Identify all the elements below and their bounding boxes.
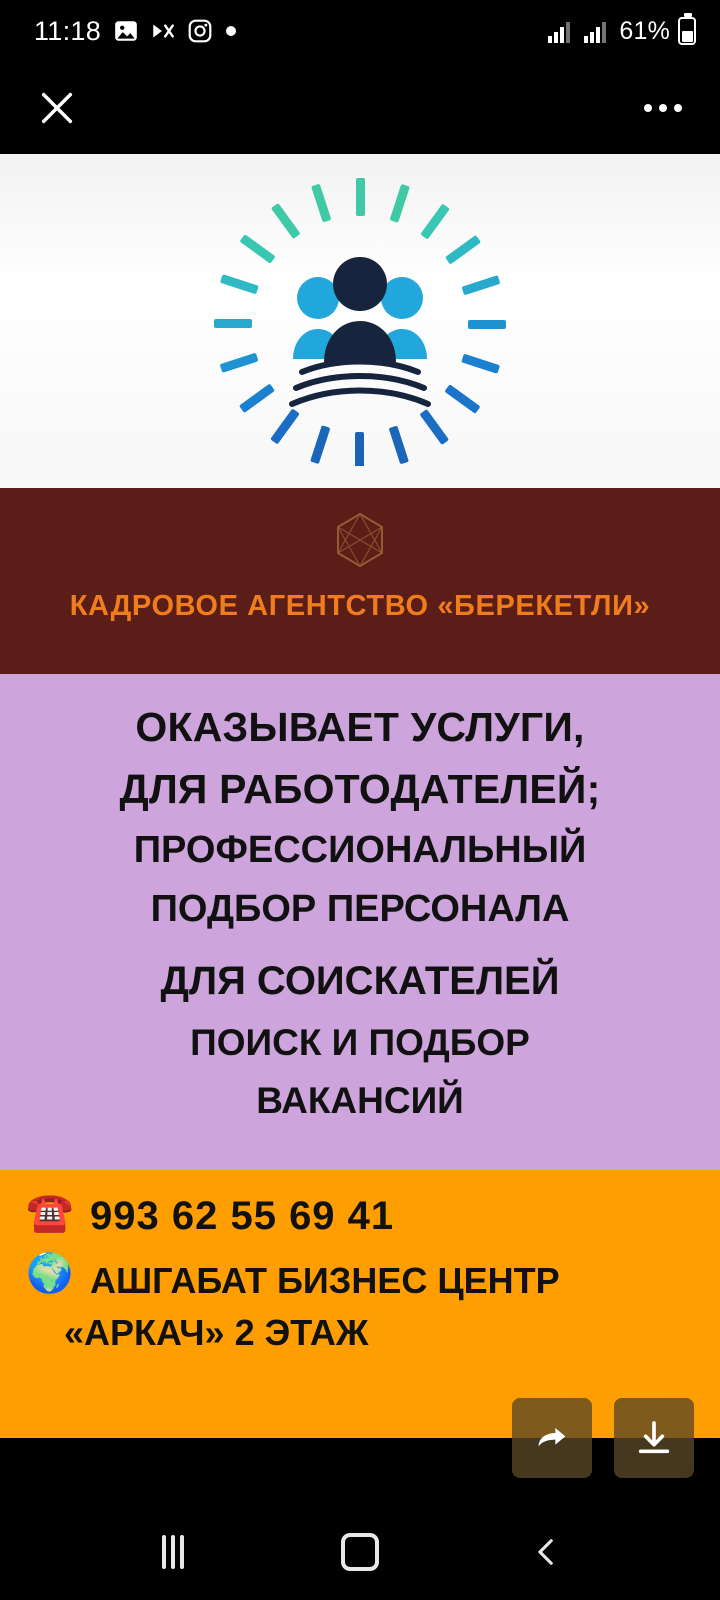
home-icon <box>341 1533 379 1571</box>
share-button[interactable] <box>512 1398 592 1478</box>
close-icon <box>37 88 77 128</box>
services-line-4: ПОДБОР ПЕРСОНАЛА <box>150 887 570 930</box>
download-button[interactable] <box>614 1398 694 1478</box>
services-line-3: ПРОФЕССИОНАЛЬНЫЙ <box>133 828 587 871</box>
close-button[interactable] <box>30 81 84 135</box>
services-line-2: ДЛЯ РАБОТОДАТЕЛЕЙ; <box>119 766 601 813</box>
more-dot-icon <box>644 104 652 112</box>
status-bar <box>0 0 720 62</box>
status-bar-right <box>547 17 696 46</box>
more-dot-icon <box>659 104 667 112</box>
instagram-icon <box>187 18 213 44</box>
silent-mode-icon <box>150 18 176 44</box>
address-row <box>26 1255 720 1359</box>
polygon-decoration-icon <box>327 510 393 576</box>
more-options-button[interactable] <box>636 81 690 135</box>
back-button[interactable] <box>512 1517 582 1587</box>
app-bar <box>0 62 720 154</box>
battery-icon <box>678 17 696 45</box>
poster-services-band <box>0 674 720 1170</box>
services-line-5: ДЛЯ СОИСКАТЕЛЕЙ <box>160 959 560 1004</box>
recents-button[interactable] <box>138 1517 208 1587</box>
status-clock: 11:18 <box>34 15 102 46</box>
signal-bars-sim2-icon <box>583 18 611 44</box>
download-icon <box>634 1418 674 1458</box>
status-notification-icons <box>113 18 238 44</box>
services-line-6: ПОИСК И ПОДБОР <box>190 1021 530 1063</box>
phone-number: 993 62 55 69 41 <box>90 1194 395 1238</box>
services-line-7: ВАКАНСИЙ <box>256 1080 464 1122</box>
gallery-icon <box>113 18 139 44</box>
back-icon <box>530 1535 564 1569</box>
phone-row <box>26 1194 720 1239</box>
address-text <box>64 1255 560 1359</box>
image-viewer[interactable] <box>0 154 720 1504</box>
telephone-icon: ☎️ <box>26 1192 74 1234</box>
recents-icon <box>162 1535 184 1569</box>
address-line-2: «АРКАЧ» 2 ЭТАЖ <box>64 1312 369 1354</box>
poster-image <box>0 154 720 1438</box>
battery-percent-label: 61% <box>619 16 670 45</box>
more-dot-icon <box>674 104 682 112</box>
status-bar-left <box>34 16 238 47</box>
services-line-1: ОКАЗЫВАЕТ УСЛУГИ, <box>135 704 585 750</box>
home-button[interactable] <box>325 1517 395 1587</box>
agency-logo-icon <box>210 176 510 466</box>
address-line-1: АШГАБАТ БИЗНЕС ЦЕНТР <box>90 1260 560 1301</box>
agency-title: КАДРОВОЕ АГЕНТСТВО «БЕРЕКЕТЛИ» <box>69 590 651 622</box>
floating-actions <box>512 1398 694 1478</box>
poster-header-band <box>0 488 720 674</box>
poster-logo-band <box>0 154 720 488</box>
globe-icon: 🌍 <box>26 1253 74 1295</box>
system-navigation-bar <box>0 1504 720 1600</box>
dot-indicator-icon <box>224 24 238 38</box>
share-icon <box>532 1418 572 1458</box>
signal-bars-sim1-icon <box>547 18 575 44</box>
